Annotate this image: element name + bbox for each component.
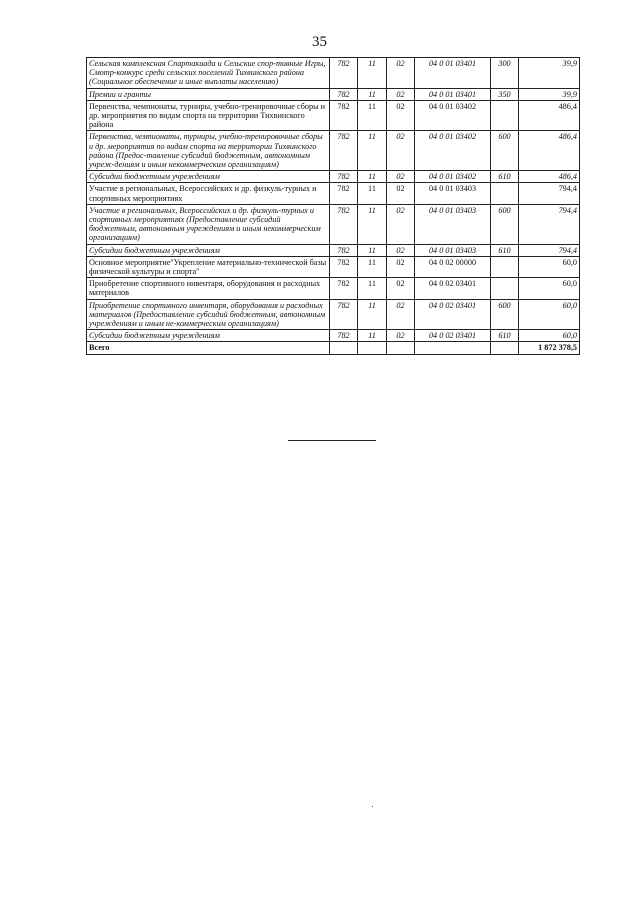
cell-amount: 60,0: [519, 278, 580, 299]
cell-amount: 60,0: [519, 330, 580, 342]
cell-expense-type: [491, 256, 519, 277]
cell-expense-type: 600: [491, 131, 519, 171]
cell-name: Приобретение спортивного инвентаря, оборудования и расходных материалов (Предоставление субсидий бюджетным, автономным учреждениям и иным не-коммерческим организациям): [87, 299, 330, 330]
cell-section: 11: [358, 256, 387, 277]
cell-subsection: 02: [387, 100, 415, 131]
cell-expense-type: [491, 183, 519, 204]
cell-expense-type: 610: [491, 244, 519, 256]
cell-section: 11: [358, 100, 387, 131]
cell-subsection: 02: [387, 171, 415, 183]
cell-target-article: 04 0 01 03403: [415, 183, 491, 204]
table-row: [87, 278, 580, 299]
cell-amount: 39,9: [519, 88, 580, 100]
cell-expense-type: [491, 278, 519, 299]
cell-name: Приобретение спортивного инвентаря, оборудования и расходных материалов: [87, 278, 330, 299]
cell-expense-type: [491, 100, 519, 131]
cell-name: Премии и гранты: [87, 88, 330, 100]
cell-admin-code: 782: [330, 100, 358, 131]
table-row: [87, 299, 580, 330]
cell-amount: 794,4: [519, 183, 580, 204]
cell-amount: 794,4: [519, 244, 580, 256]
cell-name: Участие в региональных, Всероссийских и др. физкуль-турных и спортивных мероприятиях (Предоставление субсидий бюджетным, автономным учреждениям и иным некоммерческим организациям): [87, 204, 330, 244]
table-row: [87, 88, 580, 100]
cell-section: 11: [358, 171, 387, 183]
cell-subsection: 02: [387, 256, 415, 277]
cell-expense-type: [491, 342, 519, 354]
table-row: [87, 244, 580, 256]
cell-subsection: 02: [387, 88, 415, 100]
cell-section: 11: [358, 244, 387, 256]
cell-target-article: 04 0 01 03402: [415, 131, 491, 171]
cell-amount: 486,4: [519, 171, 580, 183]
cell-admin-code: 782: [330, 299, 358, 330]
cell-section: 11: [358, 88, 387, 100]
cell-amount: 794,4: [519, 204, 580, 244]
cell-name: Всего: [87, 342, 330, 354]
cell-subsection: 02: [387, 278, 415, 299]
cell-expense-type: 610: [491, 330, 519, 342]
table-row: [87, 204, 580, 244]
cell-amount: 1 872 378,5: [519, 342, 580, 354]
table-row: [87, 58, 580, 89]
cell-target-article: 04 0 01 03403: [415, 204, 491, 244]
cell-name: Субсидии бюджетным учреждениям: [87, 244, 330, 256]
cell-expense-type: 600: [491, 204, 519, 244]
cell-target-article: 04 0 01 03403: [415, 244, 491, 256]
cell-name: Сельская комплексная Спартакиада и Сельские спор-тивные Игры, Смотр-конкурс среди сельских поселений Тихвинского района (Социальное обеспечение и иные выплаты населению): [87, 58, 330, 89]
budget-table-body: [87, 58, 580, 355]
cell-subsection: 02: [387, 330, 415, 342]
cell-section: 11: [358, 330, 387, 342]
cell-amount: 486,4: [519, 100, 580, 131]
cell-target-article: 04 0 01 03401: [415, 58, 491, 89]
cell-section: 11: [358, 204, 387, 244]
table-total-row: [87, 342, 580, 354]
cell-expense-type: 600: [491, 299, 519, 330]
cell-name: Основное мероприятие"Укрепление материально-технической базы физической культуры и спорта": [87, 256, 330, 277]
cell-amount: 60,0: [519, 256, 580, 277]
table-row: [87, 100, 580, 131]
cell-admin-code: 782: [330, 278, 358, 299]
cell-section: 11: [358, 58, 387, 89]
cell-name: Участие в региональных, Всероссийских и др. физкуль-турных и спортивных мероприятиях: [87, 183, 330, 204]
cell-admin-code: 782: [330, 204, 358, 244]
cell-name: Субсидии бюджетным учреждениям: [87, 330, 330, 342]
cell-target-article: 04 0 02 03401: [415, 330, 491, 342]
budget-table: [86, 57, 580, 355]
table-row: [87, 171, 580, 183]
cell-admin-code: 782: [330, 244, 358, 256]
page-number: 35: [312, 34, 327, 50]
cell-admin-code: 782: [330, 58, 358, 89]
table-row: [87, 256, 580, 277]
cell-subsection: 02: [387, 299, 415, 330]
scan-speck: [372, 806, 373, 807]
cell-subsection: 02: [387, 131, 415, 171]
cell-name: Субсидии бюджетным учреждениям: [87, 171, 330, 183]
table-row: [87, 131, 580, 171]
cell-admin-code: 782: [330, 131, 358, 171]
cell-section: 11: [358, 278, 387, 299]
cell-admin-code: 782: [330, 88, 358, 100]
cell-amount: 60,0: [519, 299, 580, 330]
cell-subsection: [387, 342, 415, 354]
cell-admin-code: 782: [330, 171, 358, 183]
cell-target-article: 04 0 02 03401: [415, 299, 491, 330]
cell-target-article: 04 0 01 03402: [415, 100, 491, 131]
cell-name: Первенства, чемпионаты, турниры, учебно-тренировочные сборы и др. мероприятия по видам спорта на территории Тихвинского района (Предос-тавление субсидий бюджетным, автономным учреж-дениям и иным некоммерческим организациям): [87, 131, 330, 171]
cell-admin-code: 782: [330, 330, 358, 342]
cell-target-article: [415, 342, 491, 354]
cell-target-article: 04 0 01 03401: [415, 88, 491, 100]
cell-amount: 39,9: [519, 58, 580, 89]
cell-expense-type: 350: [491, 88, 519, 100]
cell-admin-code: [330, 342, 358, 354]
cell-admin-code: 782: [330, 183, 358, 204]
cell-target-article: 04 0 01 03402: [415, 171, 491, 183]
table-row: [87, 330, 580, 342]
cell-subsection: 02: [387, 244, 415, 256]
cell-subsection: 02: [387, 204, 415, 244]
cell-admin-code: 782: [330, 256, 358, 277]
cell-subsection: 02: [387, 58, 415, 89]
table-row: [87, 183, 580, 204]
cell-expense-type: 300: [491, 58, 519, 89]
cell-section: 11: [358, 299, 387, 330]
cell-section: 11: [358, 131, 387, 171]
cell-subsection: 02: [387, 183, 415, 204]
cell-target-article: 04 0 02 00000: [415, 256, 491, 277]
cell-amount: 486,4: [519, 131, 580, 171]
section-divider: [288, 440, 376, 441]
cell-expense-type: 610: [491, 171, 519, 183]
cell-section: [358, 342, 387, 354]
cell-target-article: 04 0 02 03401: [415, 278, 491, 299]
cell-name: Первенства, чемпионаты, турниры, учебно-тренировочные сборы и др. мероприятия по видам спорта на территории Тихвинского района: [87, 100, 330, 131]
cell-section: 11: [358, 183, 387, 204]
